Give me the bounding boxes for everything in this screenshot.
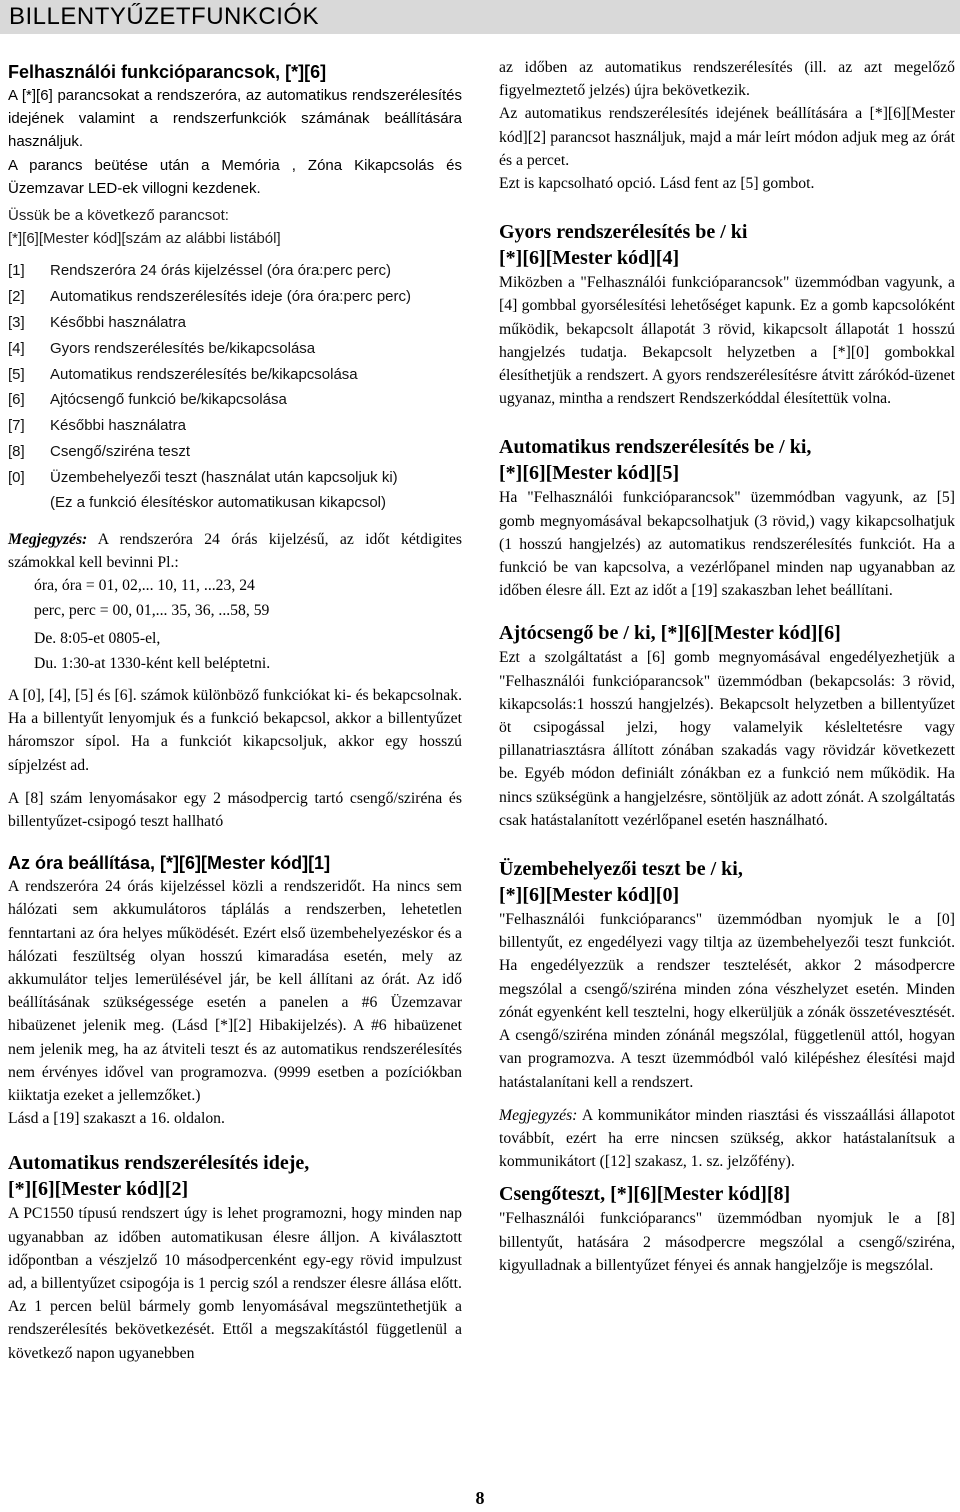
list-item: [1] Rendszeróra 24 órás kijelzéssel (óra óra:perc perc) (8, 262, 391, 280)
heading-bell-test: Csengőteszt, [*][6][Mester kód][8] (499, 1183, 791, 1206)
auto-arm-time-paragraph: A PC1550 típusú rendszert úgy is lehet programozni, hogy minden nap ugyanabban az időben automatikusan élesre álljon. A kiválasztott időpontban a vészjelző 10 másodpercenként egy-egy rövid impulzust ad, a billentyűzet csipogója is 1 percig szól a rendszer élesre állása előtt. (8, 1205, 462, 1293)
continued-paragraph-2: Az automatikus rendszerélesítés idejének beállítására a [*][6][Mester kód][2] parancsot használjuk, majd a már leírt módon adjuk meg az órát és a percet. (499, 105, 955, 169)
heading-quick-arm: Gyors rendszerélesítés be / ki (499, 221, 748, 244)
command-syntax: [*][6][Mester kód][szám az alábbi listából] (8, 230, 281, 248)
clock-paragraph: A rendszeróra 24 órás kijelzéssel közli a rendszeridőt. Ha nincs sem hálózati sem akkumulátoros táplálás a rendszerben, lehetetlen fenntartani az óra helyes működését. Ezért első üzembehelyezéskor és a hálózati feszültség olyan hosszú kimaradása esetén, mely az akkumulátor teljes lemerülésével jár, be kell állítani az órát. Az idő beállításának szükségessége esetén a panelen a #6 Üzemzavar hibaüzenet jelenik meg. (Lásd [*][2] Hibakijelzés). A #6 hibaüzenet nem jelenik meg, ha az átviteli teszt és az automatikus rendszerélesítés nem érvényes idővel van programozva. (9999 esetben a pozíciókban kiiktatja ezeket a jellemzőket.) (8, 878, 462, 1105)
clock-reference: Lásd a [19] szakaszt a 16. oldalon. (8, 1110, 225, 1128)
walk-test-paragraph: "Felhasználói funkcióparancs" üzemmódban nyomjuk le a [0] billentyűt, ez engedélyezi vagy tiltja az üzembehelyezői teszt funkciót. Ha engedélyezzük a rendszer tesztelését, akkor 2 másodpercre megszólal a csengő/sziréna minden zóna vészhelyzet esetén. Minden zónát egyenként kell tesztelni, hogy elkerüljük a zónák összetévesztését. A csengő/sziréna minden zónánál megszólal, függetlenül attól, hogyan van programozva. A teszt üzemmódból való kilépéshez élesítési majd hatástalanítani kell a rendszert. (499, 911, 955, 1091)
list-item: [6] Ajtócsengő funkció be/kikapcsolása (8, 391, 287, 409)
heading-auto-arm-time-cmd: [*][6][Mester kód][2] (8, 1178, 189, 1201)
note-paragraph (8, 528, 462, 574)
section-header-bar (0, 0, 960, 34)
example-am: De. 8:05-et 0805-el, (34, 630, 161, 647)
list-item: [3] Későbbi használatra (8, 314, 186, 332)
auto-arm-paragraph: Ha "Felhasználói funkcióparancsok" üzemmódban vagyunk, az [5] gomb megnyomásával bekapcsolhatjuk (3 rövid,) vagy kikapcsolhatjuk (1 hosszú hangjelzés) az automatikus rendszerélesítés funkciót. Ha a funkció be van kapcsolva, a vezérlőpanel minden nap ugyanabban az időben élesre áll. Ezt az időt a [19] szakaszban lehet beállítani. (499, 489, 955, 600)
list-item: [5] Automatikus rendszerélesítés be/kikapcsolása (8, 365, 358, 383)
heading-quick-arm-cmd: [*][6][Mester kód][4] (499, 247, 680, 270)
heading-walk-test-cmd: [*][6][Mester kód][0] (499, 884, 680, 907)
note-text: A rendszeróra 24 órás kijelzésű, az időt kétdigites számokkal kell bevinni Pl.: (8, 530, 462, 571)
list-item: [4] Gyors rendszerélesítés be/kikapcsolása (8, 339, 316, 357)
heading-auto-arm: Automatikus rendszerélesítés be / ki, (499, 436, 812, 459)
list-item: [7] Későbbi használatra (8, 417, 186, 435)
door-chime-paragraph: Ezt a szolgáltatást a [6] gomb megnyomásával engedélyezhetjük a "Felhasználói funkcióparancsok" üzemmódban (bekapcsolás: 3 rövid, kikapcsolás:1 hosszú hangjelzés). Bekapcsolt helyzetben a billentyűzet öt csipogással jelzi, hogy valamelyik késleltetésre vagy pillanatriasztásra állított zónában szakadás vagy rövidzár következett be. Egyéb módon definiált zónákban ez a funkció nem működik. Ha nincs szükségünk a hangjelzésre, söntöljük az adott zónát. A szolgáltatás csak hatástalanított vezérlőpanel esetén használható. (499, 649, 955, 829)
heading-clock: Az óra beállítása, [*][6][Mester kód][1] (8, 853, 331, 874)
intro-paragraph: A [*][6] parancsokat a rendszeróra, az automatikus rendszerélesítés idejének valamint a rendszerfunkciók számának beállítására használjuk. (8, 87, 462, 151)
list-item: [2] Automatikus rendszerélesítés ideje (óra óra:perc perc) (8, 288, 411, 306)
note-label: Megjegyzés: (499, 1106, 578, 1124)
heading-auto-arm-cmd: [*][6][Mester kód][5] (499, 462, 680, 485)
intro-paragraph-2: A parancs beütése után a Memória , Zóna Kikapcsolás és Üzemzavar LED-ek villogni kezdenek. (8, 156, 462, 197)
continued-paragraph-3: Ezt is kapcsolható opció. Lásd fent az [5] gombot. (499, 175, 815, 193)
note-label: Megjegyzés: (8, 530, 88, 548)
quick-arm-paragraph: Miközben a "Felhasználói funkcióparancsok" üzemmódban vagyunk, a [4] gombbal gyorsélesítési lehetőséget kapunk. Ez a gomb kapcsolóként működik, bekapcsolt állapotát 3 rövid, kikapcsolt állapotát 1 hosszú hangjelzés tudatja. Bekapcsolt helyzetben a [*][0] gombokkal élesíthetjük a rendszert. A gyors rendszerélesítésre átvitt zárókód-üzenet ugyanaz, mintha a rendszert Rendszerkóddal élesítettük volna. (499, 274, 955, 408)
example-pm: Du. 1:30-at 1330-ként kell beléptetni. (34, 654, 271, 672)
example-minutes: perc, perc = 00, 01,... 35, 36, ...58, 59 (34, 601, 270, 619)
auto-arm-time-paragraph-2: Az 1 percen belül bármely gomb lenyomásával megszüntethetjük a rendszerélesítés bekövetkezését. Ettől a megszakítástól függetlenül a következő napon ugyanebben (8, 1298, 462, 1362)
command-prompt: Üssük be a következő parancsot: (8, 207, 229, 225)
heading-walk-test: Üzembehelyezői teszt be / ki, (499, 858, 743, 881)
right-note-paragraph (499, 1104, 955, 1174)
command-list (8, 258, 462, 490)
heading-door-chime: Ajtócsengő be / ki, [*][6][Mester kód][6] (499, 622, 841, 645)
heading-auto-arm-time: Automatikus rendszerélesítés ideje, (8, 1152, 310, 1175)
page-number: 8 (475, 1488, 485, 1508)
bell-test-paragraph: "Felhasználói funkcióparancs" üzemmódban nyomjuk le a [8] billentyűt, hatására 2 másodpercre megszólal a csengő/sziréna, kigyulladnak a billentyűzet fényei és annak hangjelzője is megszólal. (499, 1210, 955, 1274)
right-column (499, 56, 955, 1277)
keys-paragraph: A [0], [4], [5] és [6]. számok különböző funkciókat ki- és bekapcsolnak. Ha a billentyűt lenyomjuk és a funkció bekapcsol, akkor a billentyűzet háromszor sípol. Ha a funkciót kikapcsoljuk, akkor egy hosszú sípjelzést ad. (8, 687, 462, 774)
left-column (8, 60, 462, 1365)
heading-user-functions: Felhasználói funkcióparancsok, [*][6] (8, 62, 327, 82)
command-note: (Ez a funkció élesítéskor automatikusan kikapcsol) (50, 493, 386, 511)
note-text: A kommunikátor minden riasztási és visszaállási állapotot továbbít, ezért ha erre nincsen szükség, akkor hatástalanítsuk a kommunikátort ([12] szakasz, 1. sz. jelzőfény). (499, 1106, 955, 1171)
continued-paragraph: az időben az automatikus rendszerélesítés (ill. az azt megelőző figyelmeztető jelzés) újra bekövetkezik. (499, 59, 955, 100)
list-item: [8] Csengő/sziréna teszt (8, 443, 191, 460)
key8-paragraph: A [8] szám lenyomásakor egy 2 másodpercig tartó csengő/sziréna és billentyűzet-csipogó teszt hallható (8, 789, 462, 831)
section-title: BILLENTYŰZETFUNKCIÓK (9, 3, 320, 30)
list-item: [0] Üzembehelyezői teszt (használat után kapcsoljuk ki) (8, 468, 398, 486)
example-hours: óra, óra = 01, 02,... 10, 11, ...23, 24 (34, 577, 255, 594)
